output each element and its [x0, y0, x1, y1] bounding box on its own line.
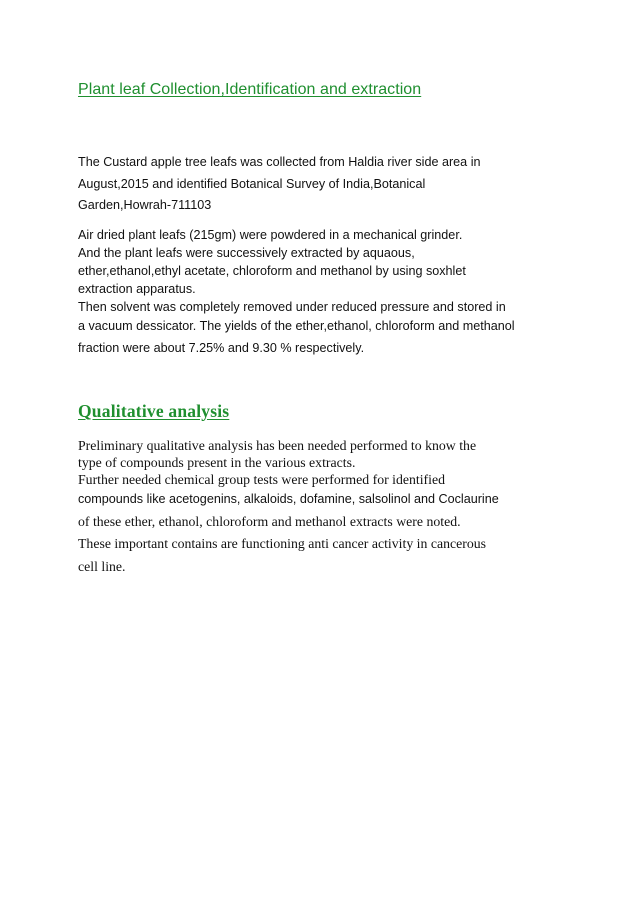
paragraph-collection [78, 152, 578, 217]
text-line: compounds like acetogenins, alkaloids, dofamine, salsolinol and Coclaurine [78, 492, 499, 506]
text-line: Garden,Howrah-711103 [78, 198, 212, 212]
text-line: cell line. [78, 559, 126, 574]
text-line: Further needed chemical group tests were performed for identified [78, 472, 446, 487]
text-line: of these ether, ethanol, chloroform and methanol extracts were noted. [78, 514, 461, 529]
text-line: August,2015 and identified Botanical Survey of India,Botanical [78, 176, 426, 191]
text-line: And the plant leafs were successively extracted by aquaous, [78, 246, 415, 260]
text-line: ether,ethanol,ethyl acetate, chloroform and methanol by using soxhlet [78, 264, 466, 278]
text-line: extraction apparatus. [78, 282, 196, 296]
paragraph-extraction [78, 226, 578, 359]
text-line: Air dried plant leafs (215gm) were powdered in a mechanical grinder. [78, 228, 463, 242]
text-line: The Custard apple tree leafs was collected from Haldia river side area in [78, 155, 481, 169]
text-line: These important contains are functioning anti cancer activity in cancerous [78, 536, 486, 551]
text-line: fraction were about 7.25% and 9.30 % respectively. [78, 341, 365, 355]
text-line: a vacuum dessicator. The yields of the ether,ethanol, chloroform and methanol [78, 319, 515, 333]
text-line: type of compounds present in the various extracts. [78, 455, 356, 470]
paragraph-qualitative [78, 437, 578, 578]
text-line: Preliminary qualitative analysis has been needed performed to know the [78, 438, 477, 453]
section-heading-qualitative: Qualitative analysis [78, 401, 230, 421]
section-heading-collection: Plant leaf Collection,Identification and extraction [78, 81, 422, 98]
text-line: Then solvent was completely removed under reduced pressure and stored in [78, 300, 506, 314]
